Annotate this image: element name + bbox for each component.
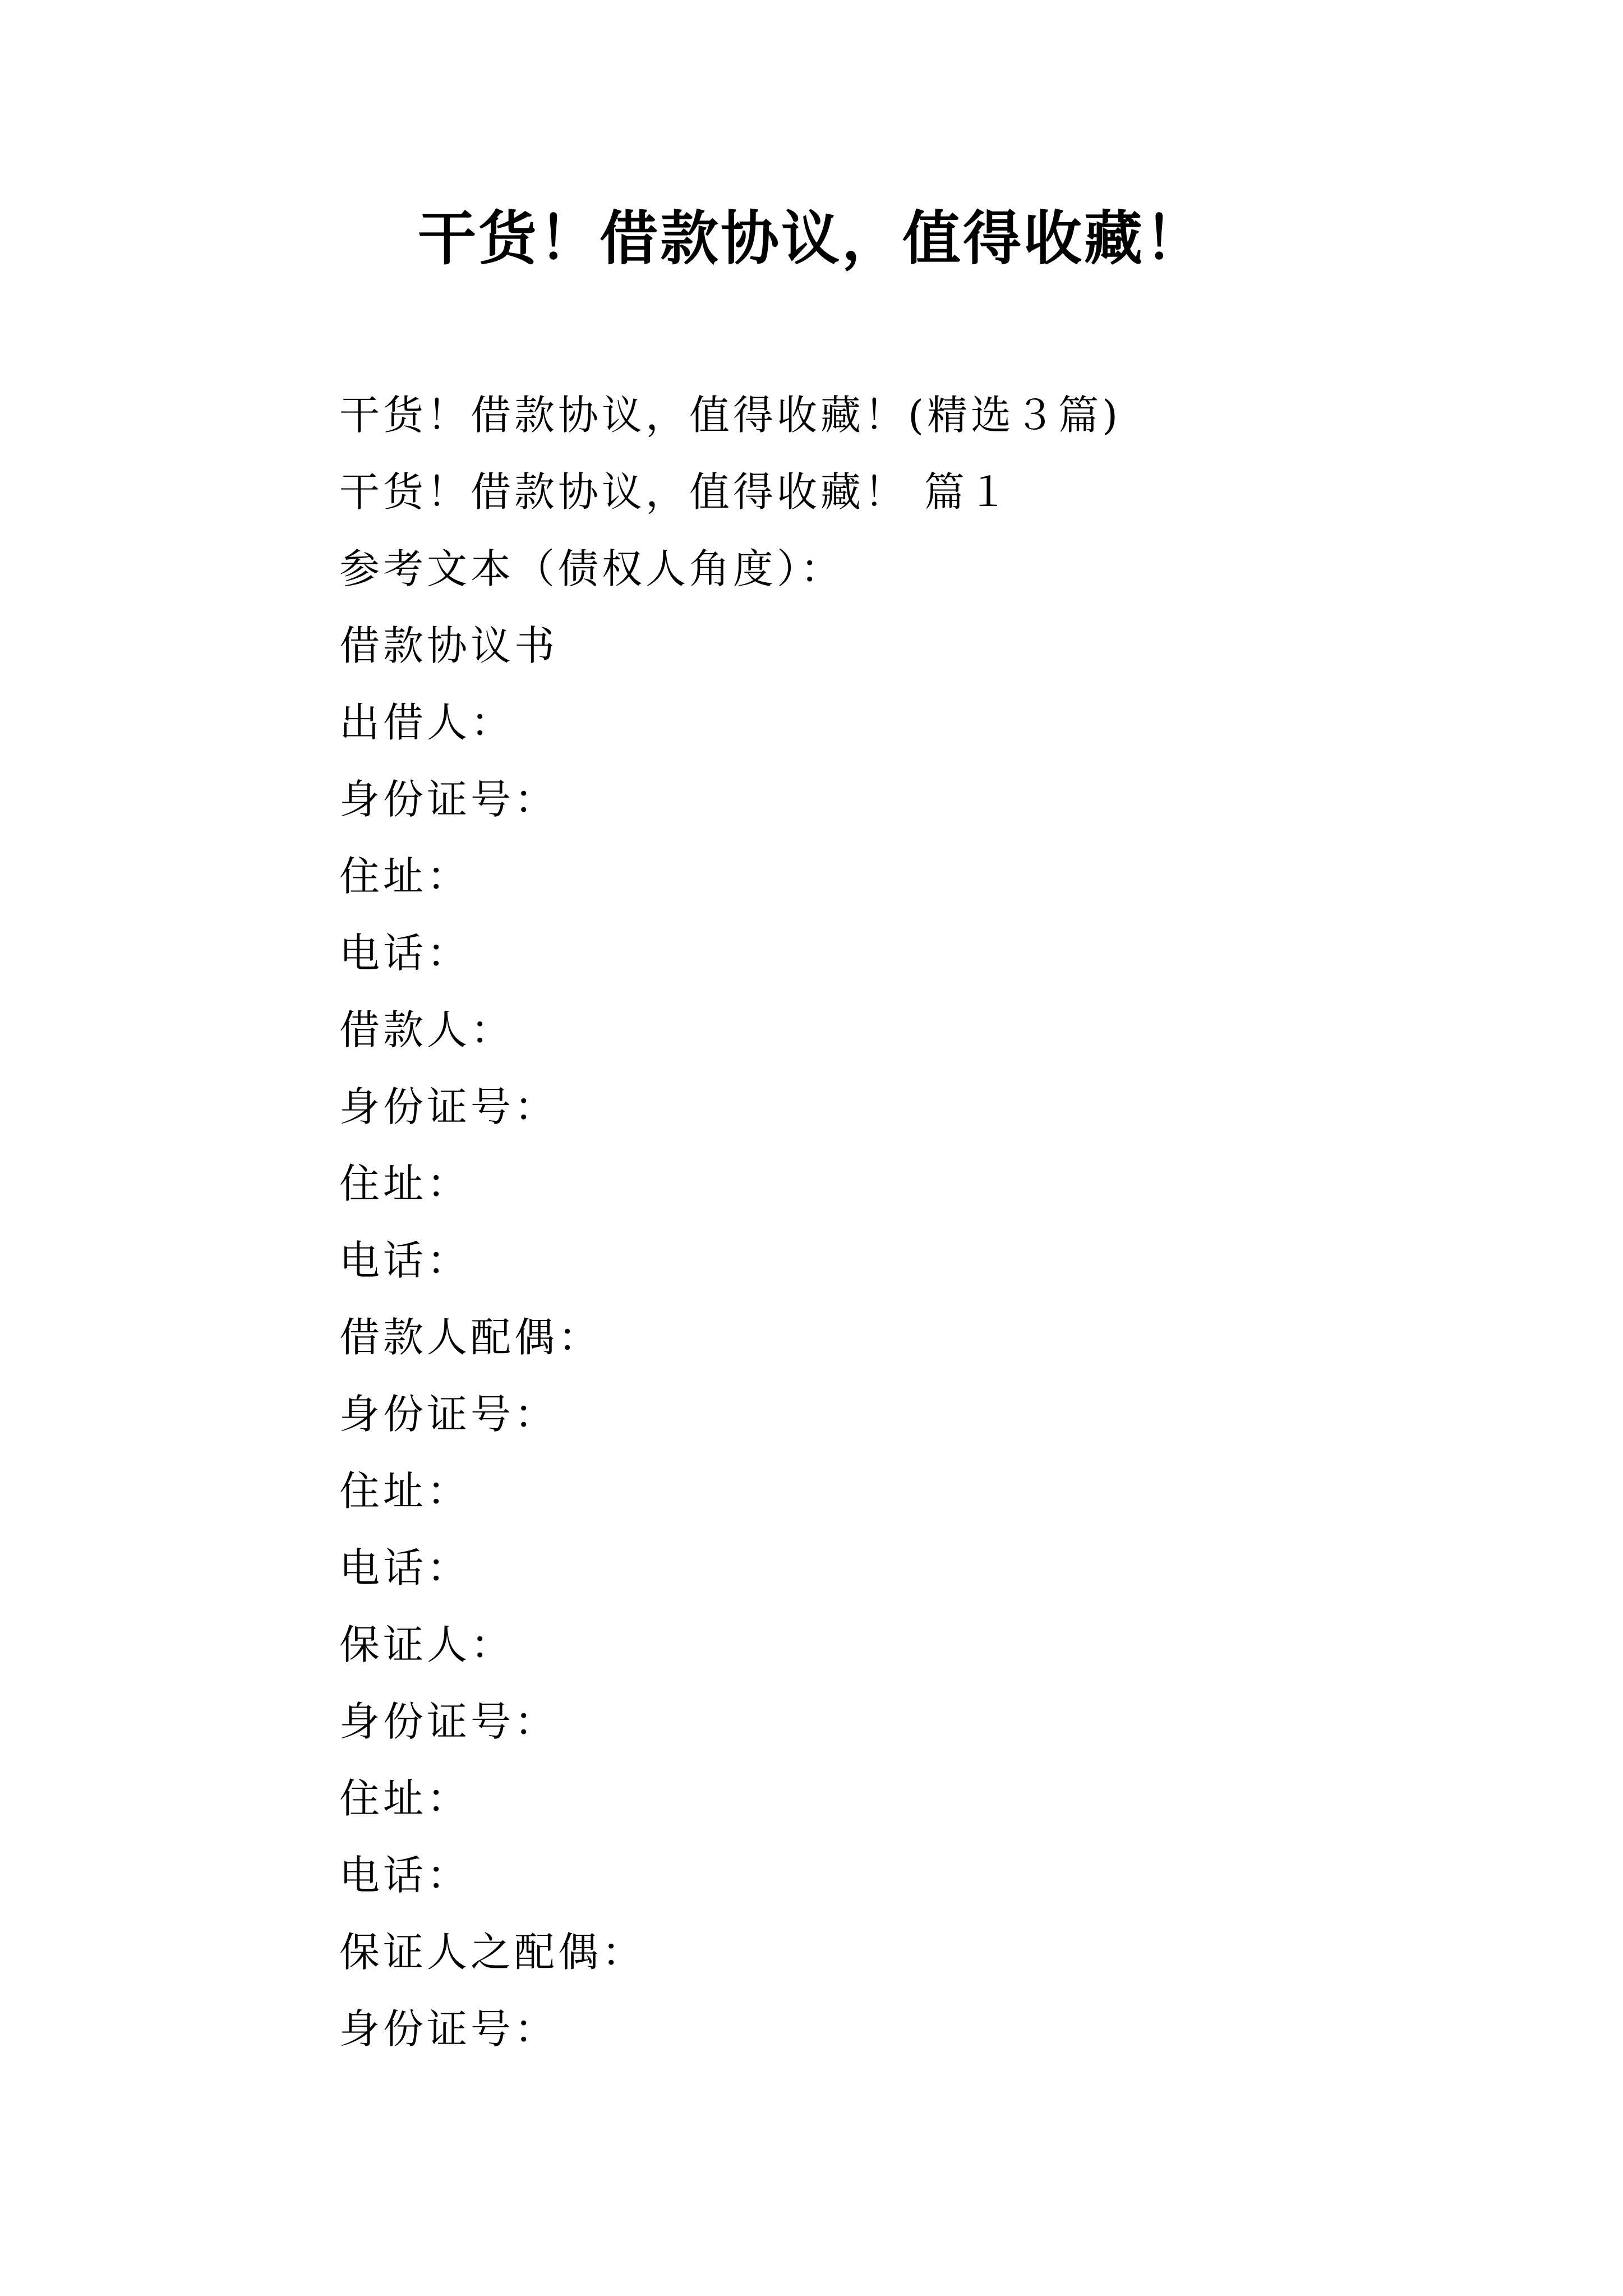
field-guarantor: 保证人：: [339, 1621, 515, 1668]
field-borrower: 借款人：: [339, 1006, 515, 1053]
field-borrower-address: 住址：: [339, 1160, 471, 1207]
text-line-intro: 干货！借款协议，值得收藏！(精选３篇): [339, 392, 1122, 439]
field-lender-id: 身份证号：: [339, 776, 559, 823]
field-lender-phone: 电话：: [339, 930, 471, 977]
field-lender: 出借人：: [339, 699, 515, 746]
field-guarantor-spouse-id: 身份证号：: [339, 2005, 559, 2053]
document-body: [339, 377, 1517, 2068]
text-line-reference: 参考文本（债权人角度）：: [339, 545, 845, 592]
field-guarantor-address: 住址：: [339, 1775, 471, 1822]
field-guarantor-spouse: 保证人之配偶：: [339, 1929, 646, 1976]
field-guarantor-phone: 电话：: [339, 1852, 471, 1899]
document-title: 干货！借款协议，值得收藏！: [417, 204, 1205, 273]
field-borrower-id: 身份证号：: [339, 1083, 559, 1130]
field-borrower-spouse-id: 身份证号：: [339, 1391, 559, 1438]
text-line-agreement-title: 借款协议书: [339, 622, 559, 669]
field-borrower-phone: 电话：: [339, 1237, 471, 1284]
field-borrower-spouse-phone: 电话：: [339, 1544, 471, 1591]
field-lender-address: 住址：: [339, 853, 471, 900]
field-guarantor-id: 身份证号：: [339, 1698, 559, 1745]
text-line-section-heading: 干货！借款协议，值得收藏！ 篇１: [339, 468, 1012, 516]
field-borrower-spouse-address: 住址：: [339, 1467, 471, 1515]
field-borrower-spouse: 借款人配偶：: [339, 1314, 602, 1361]
